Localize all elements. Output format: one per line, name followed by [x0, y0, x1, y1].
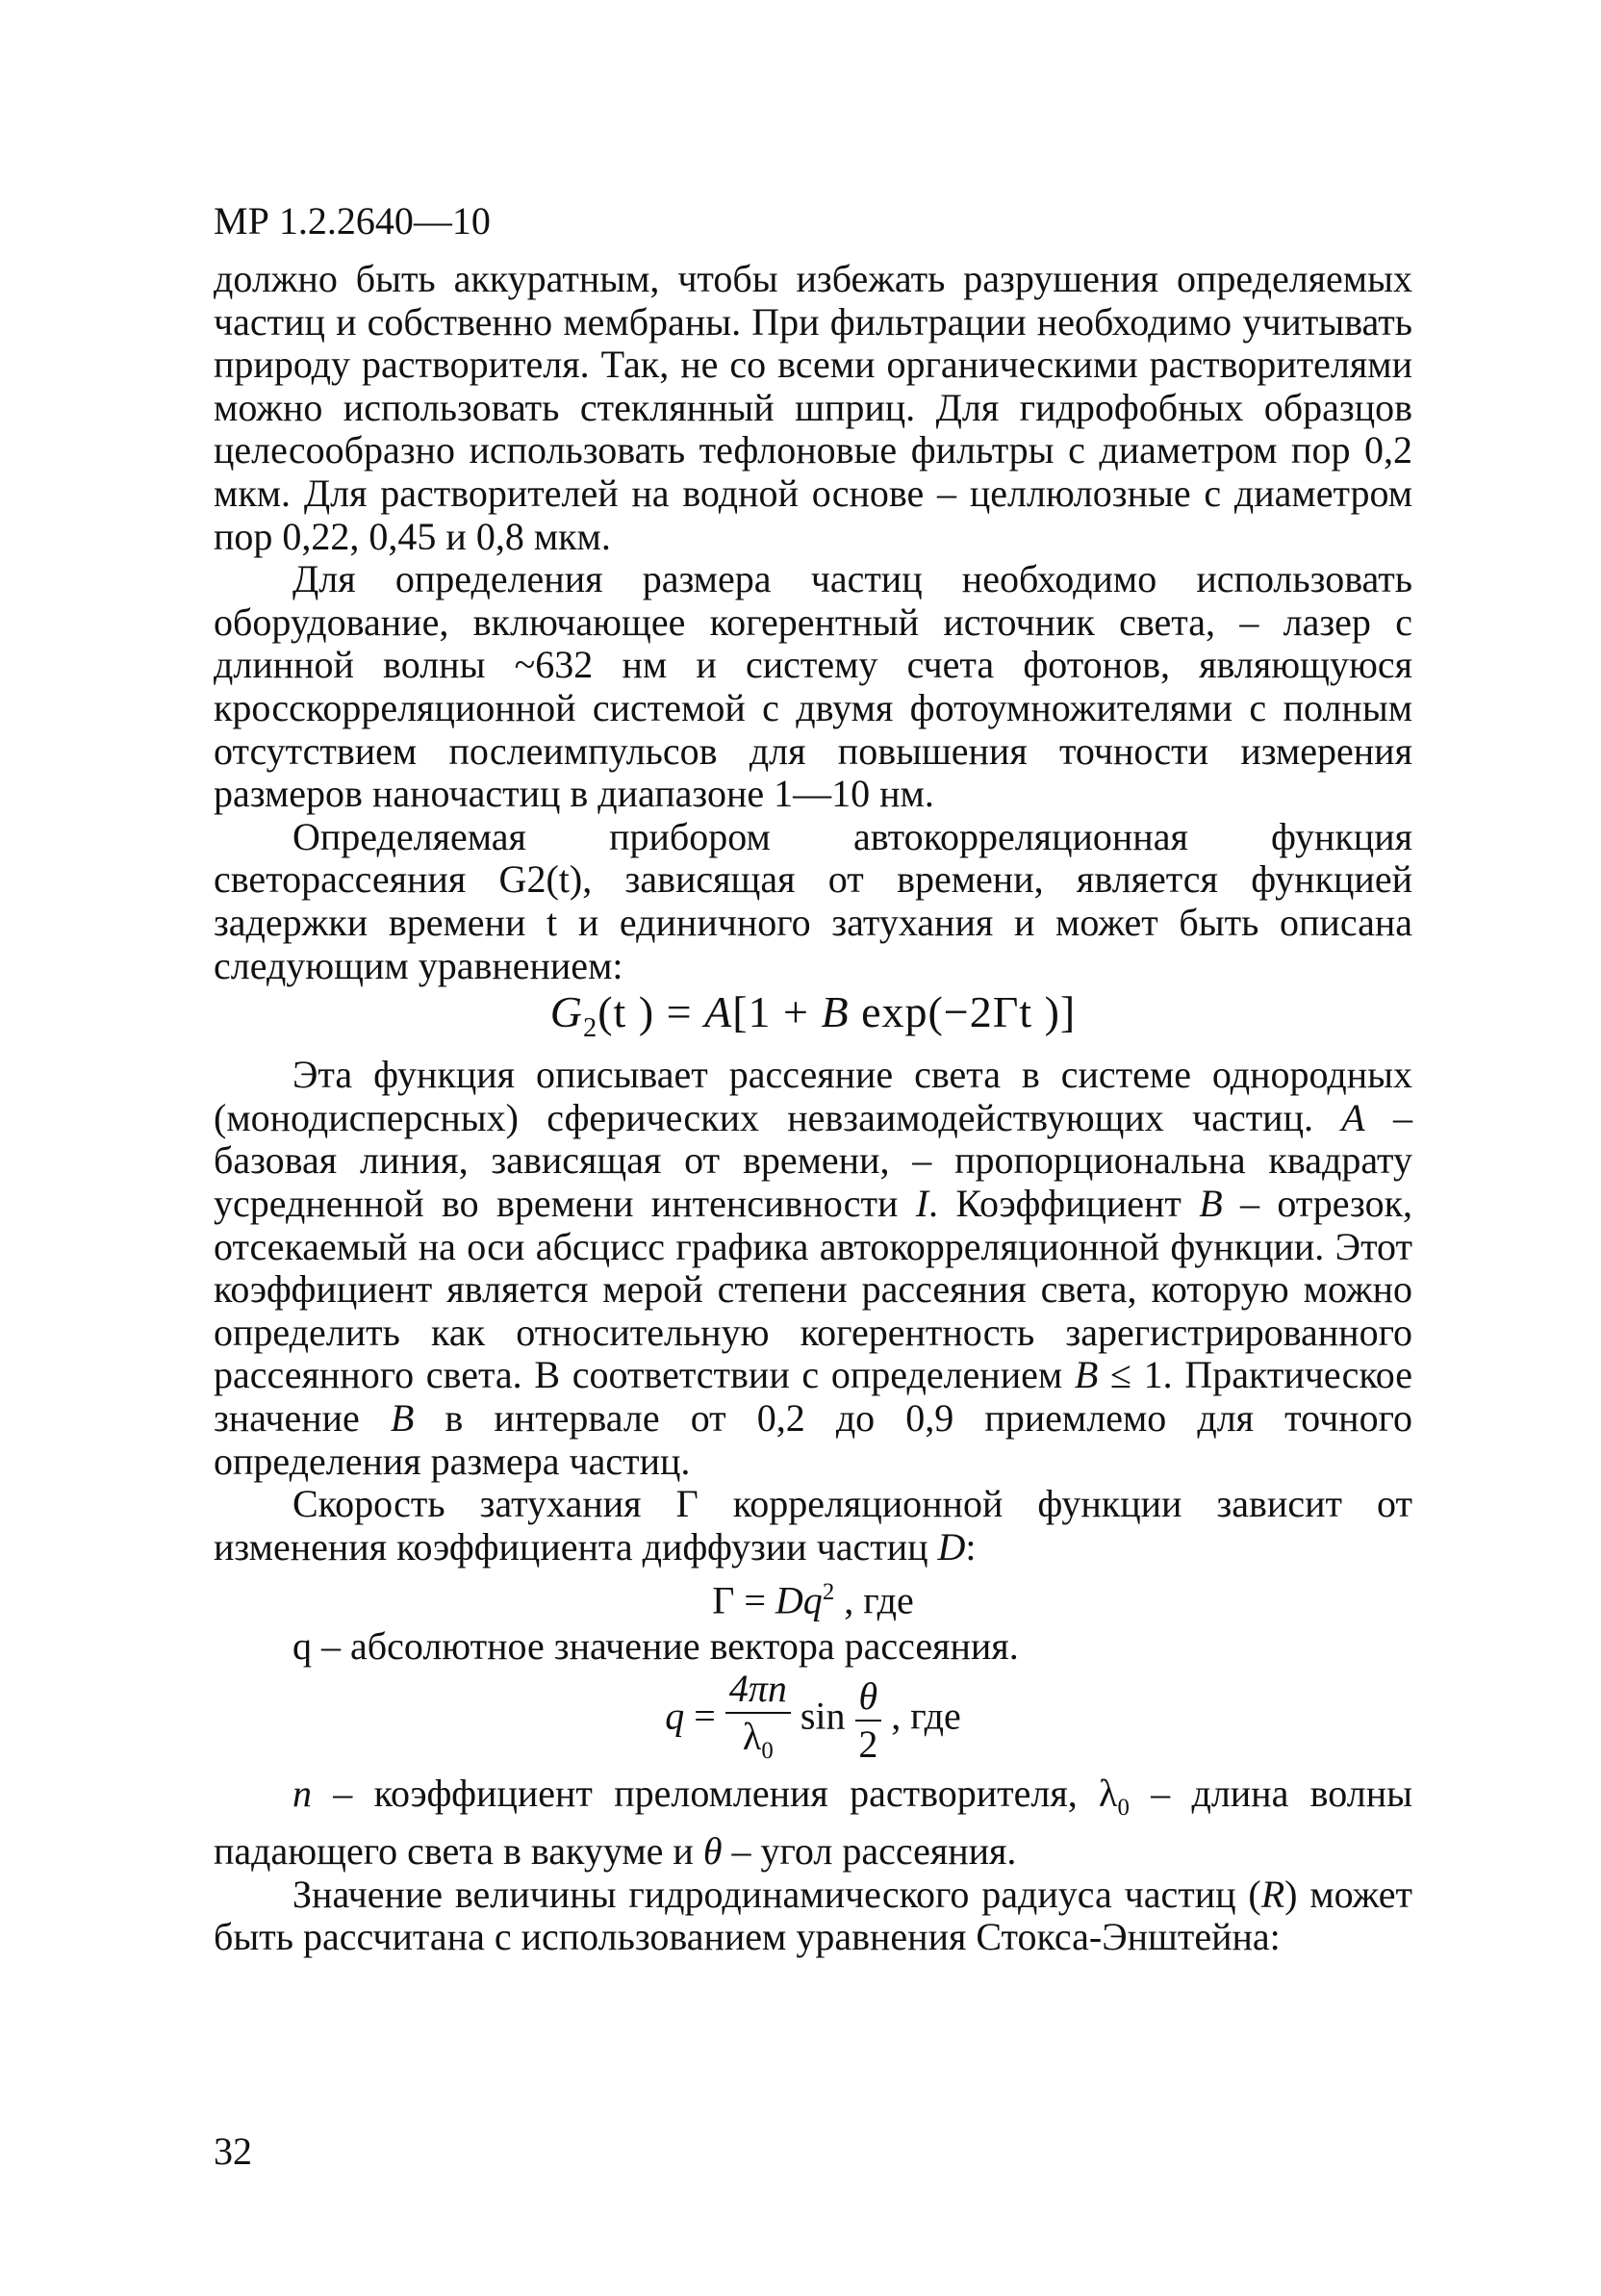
- formula-Dq: Dq: [775, 1578, 823, 1622]
- text-run: – базовая линия, зависящая от времени, – пропорциональна квадрату усредненной во времени интенсивности: [214, 1095, 1413, 1226]
- numerator-text: 4πn: [728, 1667, 787, 1711]
- fraction-numerator: [725, 1668, 791, 1714]
- symbol-n: n: [292, 1772, 312, 1816]
- formula-rhs: exp(−2Γt )]: [849, 987, 1077, 1037]
- text-run: – длина волны падающего света в вакууме и: [214, 1772, 1412, 1873]
- paragraph-decay-rate: [214, 1483, 1412, 1569]
- symbol-I: I: [915, 1182, 929, 1226]
- formula-G-subscript: 2: [582, 1013, 598, 1044]
- symbol-B: B: [1074, 1353, 1099, 1397]
- symbol-D: D: [937, 1524, 966, 1569]
- paragraph-autocorrelation: Определяемая прибором автокорреляционная функция светорассеяния G2(t), зависящая от времени, является функцией задержки времени t и единичного затухания и может быть описана следующим уравнением:: [214, 814, 1412, 987]
- formula-tail: , где: [881, 1695, 961, 1739]
- half-angle-numerator: [855, 1675, 882, 1722]
- formula-autocorrelation: [214, 987, 1412, 1054]
- page-number: 32: [214, 2130, 252, 2173]
- symbol-R: R: [1260, 1872, 1285, 1916]
- fraction-denominator: [725, 1714, 791, 1773]
- formula-fraction: [725, 1668, 791, 1773]
- document-code-header: МР 1.2.2640—10: [214, 199, 491, 242]
- text-run: в интервале от 0,2 до 0,9 приемлемо для точного определения размера частиц.: [214, 1396, 1413, 1483]
- text-run: Скорость затухания Г корреляционной функции зависит от изменения коэффициента диффузии частиц: [214, 1482, 1412, 1569]
- text-run: – отрезок, отсекаемый на оси абсцисс графика автокорреляционной функции. Этот коэффициент является мерой степени рассеяния света, которую можно определить как относительную когерентность зарегистрированного рассеянного света. В соответствии с определением: [214, 1182, 1412, 1397]
- paragraph-function-description: [214, 1054, 1412, 1483]
- half-angle-denominator: 2: [858, 1722, 878, 1766]
- text-run: Эта функция описывает рассеяние света в системе однородных (монодисперсных) сферических невзаимодействующих частиц.: [214, 1053, 1412, 1139]
- formula-B: B: [821, 987, 850, 1037]
- formula-gamma: Γ =: [712, 1578, 775, 1622]
- text-run: Значение величины гидродинамического радиуса частиц (: [292, 1872, 1261, 1916]
- paragraph-radius: [214, 1874, 1412, 1959]
- text-run: ) может быть рассчитана с использованием уравнения Стокса-Энштейна:: [214, 1872, 1412, 1959]
- formula-tail: , где: [834, 1578, 914, 1622]
- formula-G: G: [549, 987, 583, 1037]
- lambda-subscript: 0: [1117, 1795, 1130, 1822]
- theta-symbol: θ: [858, 1673, 878, 1718]
- symbol-theta: θ: [702, 1828, 723, 1873]
- formula-sin: sin: [790, 1695, 855, 1739]
- formula-q: q: [665, 1695, 685, 1739]
- text-run: ≤ 1. Практическое значение: [214, 1353, 1413, 1441]
- formula-scattering-vector: [214, 1668, 1412, 1773]
- formula-half-angle: [855, 1675, 882, 1766]
- lambda-subscript: 0: [761, 1738, 774, 1765]
- document-page: [214, 189, 1412, 2190]
- formula-decay: [214, 1569, 1412, 1624]
- paragraph-filtration: должно быть аккуратным, чтобы избежать разрушения определяемых частиц и собственно мембраны. При фильтрации необходимо учитывать природу растворителя. Так, не со всеми органическими растворителями можно использовать стеклянный шприц. Для гидрофобных образцов целесообразно использовать тефлоновые фильтры с диаметром пор 0,2 мкм. Для растворителей на водной основе – целлюлозные с диаметром пор 0,22, 0,45 и 0,8 мкм.: [214, 257, 1412, 558]
- paragraph-variables: [214, 1773, 1412, 1873]
- symbol-B: B: [390, 1396, 415, 1441]
- text-run: . Коэффициент: [928, 1182, 1200, 1226]
- formula-mid: [1 +: [732, 987, 822, 1037]
- text-run: – угол рассеяния.: [722, 1828, 1017, 1873]
- formula-arg: (t ) =: [597, 987, 705, 1037]
- text-run: :: [965, 1524, 977, 1569]
- formula-A: A: [704, 987, 733, 1037]
- formula-equals: =: [684, 1695, 725, 1739]
- paragraph-q-definition: q – абсолютное значение вектора рассеяния.: [292, 1623, 1019, 1668]
- text-run: – коэффициент преломления растворителя, λ: [312, 1772, 1118, 1816]
- symbol-A: A: [1341, 1095, 1365, 1139]
- symbol-B: B: [1199, 1182, 1223, 1226]
- formula-superscript: 2: [822, 1579, 835, 1606]
- lambda-symbol: λ: [742, 1715, 762, 1759]
- paragraph-equipment: Для определения размера частиц необходимо использовать оборудование, включающее когерентный источник света, – лазер с длинной волны ~632 нм и систему счета фотонов, являющуюся кросскорреляционной системой с двумя фотоумножителями с полным отсутствием послеимпульсов для повышения точности измерения размеров наночастиц в диапазоне 1—10 нм.: [214, 557, 1412, 816]
- document-body: [214, 258, 1412, 1959]
